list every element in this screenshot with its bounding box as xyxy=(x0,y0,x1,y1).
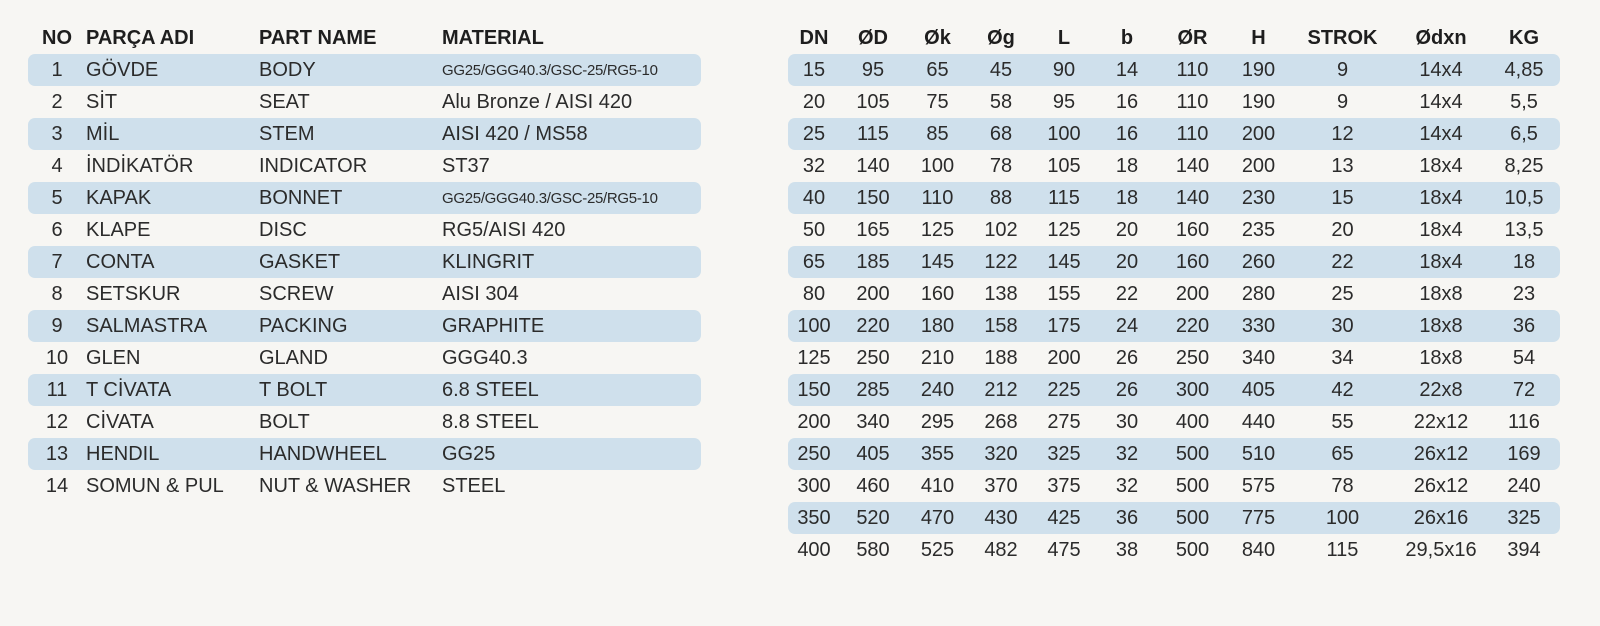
dimensions-row xyxy=(788,214,1560,246)
parts-cell-no: 5 xyxy=(28,182,86,214)
parts-cell-material: STEEL xyxy=(442,474,506,497)
header-part-name: PART NAME xyxy=(259,26,377,49)
parts-row xyxy=(28,118,701,150)
parts-row xyxy=(28,214,701,246)
parts-cell-no: 2 xyxy=(51,90,63,113)
parts-cell-material: AISI 420 / MS58 xyxy=(442,118,701,150)
dimensions-cell: 55 xyxy=(1331,410,1354,433)
dimensions-cell: 78 xyxy=(1331,474,1354,497)
parts-row xyxy=(28,406,701,438)
dimensions-cell: 188 xyxy=(984,346,1018,369)
dimensions-cell: 220 xyxy=(840,310,906,342)
dimensions-cell: 100 xyxy=(1033,118,1095,150)
dimensions-header-cell: STROK xyxy=(1307,26,1378,49)
dimensions-row xyxy=(788,118,1560,150)
dimensions-cell: 65 xyxy=(1291,438,1394,470)
dimensions-cell: 275 xyxy=(1047,410,1081,433)
parts-cell-part-name: BONNET xyxy=(259,182,442,214)
dimensions-cell: 240 xyxy=(1507,474,1541,497)
dimensions-header-cell: DN xyxy=(799,26,829,49)
dimensions-cell: 110 xyxy=(1176,90,1209,113)
dimensions-cell: 115 xyxy=(1326,538,1359,561)
parts-cell-no: 6 xyxy=(51,218,63,241)
dimensions-row xyxy=(788,54,1560,86)
dimensions-cell: 100 xyxy=(920,154,955,177)
dimensions-cell: 22x12 xyxy=(1413,410,1469,433)
parts-cell-parca-adi: CİVATA xyxy=(86,410,154,433)
dimensions-header-cell: ØR xyxy=(1177,26,1208,49)
dimensions-cell: 18x4 xyxy=(1419,218,1463,241)
parts-cell-no: 8 xyxy=(51,282,63,305)
parts-cell-no: 7 xyxy=(28,246,86,278)
dimensions-cell: 400 xyxy=(1175,410,1210,433)
parts-row xyxy=(28,438,701,470)
dimensions-cell: 325 xyxy=(1033,438,1095,470)
dimensions-cell: 145 xyxy=(906,246,969,278)
dimensions-cell: 26x16 xyxy=(1394,502,1488,534)
dimensions-cell: 9 xyxy=(1336,90,1349,113)
dimensions-cell: 95 xyxy=(840,54,906,86)
dimensions-cell: 440 xyxy=(1241,410,1276,433)
dimensions-cell: 165 xyxy=(856,218,890,241)
dimensions-header-cell: H xyxy=(1251,26,1266,49)
dimensions-cell: 14x4 xyxy=(1394,54,1488,86)
dimensions-cell: 500 xyxy=(1159,438,1226,470)
dimensions-cell: 405 xyxy=(840,438,906,470)
dimensions-cell: 430 xyxy=(969,502,1033,534)
dimensions-row xyxy=(788,438,1560,470)
dimensions-cell: 32 xyxy=(1095,438,1159,470)
dimensions-cell: 16 xyxy=(1095,118,1159,150)
dimensions-cell: 38 xyxy=(1115,538,1139,561)
parts-cell-material: Alu Bronze / AISI 420 xyxy=(442,90,633,113)
dimensions-cell: 116 xyxy=(1508,410,1540,433)
parts-cell-part-name: SCREW xyxy=(259,282,334,305)
parts-cell-parca-adi: SİT xyxy=(86,90,118,113)
dimensions-cell: 13 xyxy=(1331,154,1354,177)
dimensions-cell: 482 xyxy=(984,538,1018,561)
parts-cell-part-name: HANDWHEEL xyxy=(259,438,442,470)
dimensions-cell: 22 xyxy=(1291,246,1394,278)
dimensions-cell: 240 xyxy=(906,374,969,406)
parts-cell-no: 1 xyxy=(28,54,86,86)
dimensions-cell: 26 xyxy=(1095,374,1159,406)
parts-header-row xyxy=(28,22,701,54)
dimensions-cell: 14 xyxy=(1095,54,1159,86)
dimensions-cell: 14x4 xyxy=(1394,118,1488,150)
dimensions-cell: 475 xyxy=(1047,538,1081,561)
dimensions-cell: 54 xyxy=(1512,346,1536,369)
parts-cell-no: 13 xyxy=(28,438,86,470)
dimensions-cell: 250 xyxy=(856,346,890,369)
dimensions-cell: 22 xyxy=(1115,282,1139,305)
dimensions-cell: 6,5 xyxy=(1488,118,1560,150)
parts-cell-material: RG5/AISI 420 xyxy=(442,218,566,241)
dimensions-header-cell: b xyxy=(1120,26,1134,49)
dimensions-header-row xyxy=(788,22,1560,54)
dimensions-cell: 500 xyxy=(1175,538,1210,561)
parts-cell-no: 12 xyxy=(45,410,69,433)
parts-cell-part-name: INDICATOR xyxy=(259,154,368,177)
parts-row xyxy=(28,310,701,342)
dimensions-cell: 65 xyxy=(906,54,969,86)
parts-cell-parca-adi: SALMASTRA xyxy=(86,310,259,342)
dimensions-header-cell: KG xyxy=(1509,26,1539,49)
dimensions-body xyxy=(788,54,1560,566)
dimensions-cell: 160 xyxy=(1175,218,1210,241)
parts-row xyxy=(28,54,701,86)
dimensions-cell: 140 xyxy=(1159,182,1226,214)
dimensions-cell: 185 xyxy=(840,246,906,278)
parts-list-table xyxy=(28,22,701,502)
dimensions-cell: 775 xyxy=(1226,502,1291,534)
dimensions-cell: 260 xyxy=(1226,246,1291,278)
dimensions-cell: 200 xyxy=(797,410,831,433)
dimensions-cell: 520 xyxy=(840,502,906,534)
dimensions-cell: 140 xyxy=(1175,154,1210,177)
dimensions-cell: 20 xyxy=(1095,246,1159,278)
dimensions-cell: 470 xyxy=(906,502,969,534)
dimensions-cell: 115 xyxy=(1033,182,1095,214)
dimensions-cell: 320 xyxy=(969,438,1033,470)
dimensions-cell: 40 xyxy=(788,182,840,214)
dimensions-cell: 425 xyxy=(1033,502,1095,534)
parts-cell-part-name: STEM xyxy=(259,118,442,150)
dimensions-cell: 150 xyxy=(788,374,840,406)
dimensions-cell: 500 xyxy=(1175,474,1210,497)
dimensions-cell: 36 xyxy=(1095,502,1159,534)
dimensions-cell: 50 xyxy=(802,218,826,241)
dimensions-cell: 212 xyxy=(969,374,1033,406)
dimensions-cell: 58 xyxy=(989,90,1013,113)
dimensions-cell: 20 xyxy=(1331,218,1354,241)
dimensions-cell: 18x4 xyxy=(1394,246,1488,278)
parts-cell-part-name: DISC xyxy=(259,218,307,241)
dimensions-header-cell: ØD xyxy=(858,26,888,49)
dimensions-cell: 410 xyxy=(920,474,955,497)
dimensions-cell: 105 xyxy=(856,90,890,113)
dimensions-cell: 355 xyxy=(906,438,969,470)
parts-cell-material: GGG40.3 xyxy=(442,346,528,369)
dimensions-cell: 8,25 xyxy=(1504,154,1544,177)
dimensions-header-cell: Ødxn xyxy=(1415,26,1467,49)
dimensions-cell: 225 xyxy=(1033,374,1095,406)
dimensions-row xyxy=(788,534,1560,566)
header-parca-adi: PARÇA ADI xyxy=(86,26,195,49)
dimensions-cell: 330 xyxy=(1226,310,1291,342)
parts-row xyxy=(28,86,701,118)
dimensions-cell: 300 xyxy=(1159,374,1226,406)
dimensions-cell: 32 xyxy=(1115,474,1139,497)
dimensions-row xyxy=(788,150,1560,182)
dimensions-cell: 280 xyxy=(1241,282,1276,305)
dimensions-cell: 340 xyxy=(856,410,890,433)
dimensions-cell: 510 xyxy=(1226,438,1291,470)
dimensions-cell: 394 xyxy=(1507,538,1541,561)
parts-cell-no: 11 xyxy=(28,374,86,406)
dimensions-cell: 125 xyxy=(920,218,955,241)
dimensions-cell: 95 xyxy=(1052,90,1076,113)
parts-cell-parca-adi: KLAPE xyxy=(86,218,151,241)
dimensions-cell: 150 xyxy=(840,182,906,214)
dimensions-cell: 24 xyxy=(1095,310,1159,342)
dimensions-cell: 370 xyxy=(984,474,1018,497)
dimensions-cell: 125 xyxy=(797,346,831,369)
dimensions-cell: 405 xyxy=(1226,374,1291,406)
parts-cell-parca-adi: İNDİKATÖR xyxy=(86,154,194,177)
header-material: MATERIAL xyxy=(442,26,544,49)
dimensions-cell: 18 xyxy=(1115,154,1139,177)
dimensions-cell: 18x8 xyxy=(1419,282,1463,305)
dimensions-cell: 300 xyxy=(797,474,831,497)
dimensions-row xyxy=(788,406,1560,438)
parts-row xyxy=(28,182,701,214)
dimensions-header-cell: L xyxy=(1057,26,1071,49)
dimensions-cell: 575 xyxy=(1241,474,1276,497)
parts-cell-part-name: PACKING xyxy=(259,310,442,342)
dimensions-cell: 102 xyxy=(984,218,1018,241)
dimensions-header-cell: Øg xyxy=(987,26,1015,49)
dimensions-cell: 45 xyxy=(969,54,1033,86)
parts-cell-material: ST37 xyxy=(442,154,490,177)
parts-cell-parca-adi: CONTA xyxy=(86,246,259,278)
parts-cell-no: 9 xyxy=(28,310,86,342)
dimensions-cell: 9 xyxy=(1291,54,1394,86)
dimensions-cell: 29,5x16 xyxy=(1405,538,1477,561)
dimensions-cell: 65 xyxy=(788,246,840,278)
dimensions-cell: 325 xyxy=(1488,502,1560,534)
dimensions-cell: 100 xyxy=(1291,502,1394,534)
dimensions-table xyxy=(788,22,1560,566)
dimensions-row xyxy=(788,374,1560,406)
dimensions-cell: 160 xyxy=(920,282,955,305)
dimensions-cell: 180 xyxy=(906,310,969,342)
dimensions-cell: 72 xyxy=(1488,374,1560,406)
dimensions-cell: 25 xyxy=(1331,282,1354,305)
parts-cell-part-name: BODY xyxy=(259,54,442,86)
dimensions-cell: 90 xyxy=(1033,54,1095,86)
dimensions-cell: 250 xyxy=(1175,346,1210,369)
dimensions-cell: 18 xyxy=(1095,182,1159,214)
dimensions-cell: 210 xyxy=(920,346,955,369)
dimensions-cell: 110 xyxy=(1159,118,1226,150)
dimensions-cell: 30 xyxy=(1291,310,1394,342)
dimensions-cell: 32 xyxy=(802,154,826,177)
dimensions-cell: 295 xyxy=(920,410,955,433)
dimensions-cell: 22x8 xyxy=(1394,374,1488,406)
dimensions-cell: 460 xyxy=(856,474,890,497)
dimensions-row xyxy=(788,182,1560,214)
dimensions-row xyxy=(788,502,1560,534)
dimensions-cell: 400 xyxy=(797,538,831,561)
parts-cell-part-name: GLAND xyxy=(259,346,328,369)
parts-cell-material: KLINGRIT xyxy=(442,246,701,278)
dimensions-cell: 5,5 xyxy=(1510,90,1538,113)
dimensions-row xyxy=(788,278,1560,310)
dimensions-cell: 15 xyxy=(788,54,840,86)
dimensions-cell: 100 xyxy=(788,310,840,342)
dimensions-cell: 110 xyxy=(1159,54,1226,86)
dimensions-cell: 200 xyxy=(856,282,890,305)
dimensions-cell: 20 xyxy=(1115,218,1139,241)
dimensions-cell: 10,5 xyxy=(1488,182,1560,214)
dimensions-cell: 200 xyxy=(1226,118,1291,150)
dimensions-cell: 169 xyxy=(1488,438,1560,470)
parts-row xyxy=(28,374,701,406)
dimensions-cell: 122 xyxy=(969,246,1033,278)
dimensions-cell: 350 xyxy=(788,502,840,534)
dimensions-row xyxy=(788,342,1560,374)
dimensions-cell: 190 xyxy=(1226,54,1291,86)
parts-cell-material: GRAPHITE xyxy=(442,310,701,342)
dimensions-cell: 268 xyxy=(984,410,1018,433)
dimensions-cell: 14x4 xyxy=(1419,90,1463,113)
dimensions-cell: 235 xyxy=(1241,218,1276,241)
dimensions-cell: 500 xyxy=(1159,502,1226,534)
parts-cell-parca-adi: HENDIL xyxy=(86,438,259,470)
dimensions-cell: 80 xyxy=(802,282,826,305)
dimensions-cell: 230 xyxy=(1226,182,1291,214)
dimensions-cell: 30 xyxy=(1115,410,1139,433)
dimensions-cell: 34 xyxy=(1331,346,1354,369)
parts-body xyxy=(28,54,701,502)
parts-cell-part-name: T BOLT xyxy=(259,374,442,406)
parts-cell-parca-adi: GÖVDE xyxy=(86,54,259,86)
parts-cell-material: 6.8 STEEL xyxy=(442,374,701,406)
dimensions-cell: 155 xyxy=(1047,282,1081,305)
dimensions-cell: 190 xyxy=(1241,90,1276,113)
dimensions-cell: 18x4 xyxy=(1419,154,1463,177)
dimensions-cell: 15 xyxy=(1291,182,1394,214)
parts-cell-parca-adi: MİL xyxy=(86,118,259,150)
parts-row xyxy=(28,342,701,374)
dimensions-cell: 115 xyxy=(840,118,906,150)
dimensions-cell: 12 xyxy=(1291,118,1394,150)
parts-cell-part-name: GASKET xyxy=(259,246,442,278)
dimensions-cell: 340 xyxy=(1241,346,1276,369)
dimensions-cell: 68 xyxy=(969,118,1033,150)
dimensions-cell: 580 xyxy=(856,538,890,561)
parts-cell-part-name: SEAT xyxy=(259,90,310,113)
parts-cell-material: GG25/GGG40.3/GSC-25/RG5-10 xyxy=(442,182,701,214)
dimensions-cell: 36 xyxy=(1488,310,1560,342)
dimensions-cell: 4,85 xyxy=(1488,54,1560,86)
dimensions-cell: 13,5 xyxy=(1504,218,1544,241)
dimensions-cell: 220 xyxy=(1159,310,1226,342)
dimensions-cell: 18x4 xyxy=(1394,182,1488,214)
parts-cell-parca-adi: SETSKUR xyxy=(86,282,181,305)
parts-row xyxy=(28,150,701,182)
dimensions-cell: 20 xyxy=(802,90,826,113)
parts-row xyxy=(28,246,701,278)
dimensions-cell: 145 xyxy=(1033,246,1095,278)
dimensions-cell: 26 xyxy=(1115,346,1139,369)
parts-row xyxy=(28,278,701,310)
parts-cell-no: 3 xyxy=(28,118,86,150)
parts-cell-no: 4 xyxy=(51,154,63,177)
dimensions-cell: 42 xyxy=(1291,374,1394,406)
parts-cell-parca-adi: T CİVATA xyxy=(86,374,259,406)
parts-row xyxy=(28,470,701,502)
dimensions-cell: 525 xyxy=(920,538,955,561)
dimensions-cell: 23 xyxy=(1512,282,1536,305)
header-no: NO xyxy=(42,26,72,49)
dimensions-cell: 840 xyxy=(1241,538,1276,561)
dimensions-cell: 250 xyxy=(788,438,840,470)
dimensions-cell: 200 xyxy=(1241,154,1276,177)
dimensions-cell: 285 xyxy=(840,374,906,406)
parts-cell-no: 10 xyxy=(45,346,69,369)
parts-cell-parca-adi: KAPAK xyxy=(86,182,259,214)
dimensions-cell: 200 xyxy=(1175,282,1210,305)
parts-cell-material: GG25/GGG40.3/GSC-25/RG5-10 xyxy=(442,54,701,86)
dimensions-cell: 138 xyxy=(984,282,1018,305)
dimensions-cell: 125 xyxy=(1047,218,1081,241)
parts-cell-material: 8.8 STEEL xyxy=(442,410,539,433)
dimensions-row xyxy=(788,310,1560,342)
parts-cell-no: 14 xyxy=(45,474,69,497)
parts-cell-material: AISI 304 xyxy=(442,282,519,305)
dimensions-cell: 175 xyxy=(1033,310,1095,342)
dimensions-cell: 18 xyxy=(1488,246,1560,278)
parts-cell-parca-adi: GLEN xyxy=(86,346,141,369)
dimensions-cell: 78 xyxy=(989,154,1013,177)
dimensions-row xyxy=(788,246,1560,278)
dimensions-cell: 26x12 xyxy=(1394,438,1488,470)
parts-cell-parca-adi: SOMUN & PUL xyxy=(86,474,224,497)
dimensions-cell: 200 xyxy=(1047,346,1081,369)
dimensions-cell: 375 xyxy=(1047,474,1081,497)
parts-cell-part-name: NUT & WASHER xyxy=(259,474,412,497)
dimensions-cell: 25 xyxy=(788,118,840,150)
dimensions-cell: 88 xyxy=(969,182,1033,214)
parts-cell-material: GG25 xyxy=(442,438,701,470)
dimensions-cell: 110 xyxy=(906,182,969,214)
dimensions-cell: 26x12 xyxy=(1413,474,1469,497)
dimensions-row xyxy=(788,86,1560,118)
dimensions-cell: 158 xyxy=(969,310,1033,342)
dimensions-cell: 105 xyxy=(1047,154,1081,177)
dimensions-cell: 160 xyxy=(1159,246,1226,278)
dimensions-cell: 18x8 xyxy=(1394,310,1488,342)
dimensions-cell: 75 xyxy=(926,90,949,113)
dimensions-cell: 85 xyxy=(906,118,969,150)
parts-cell-part-name: BOLT xyxy=(259,410,310,433)
dimensions-header-cell: Øk xyxy=(924,26,951,49)
dimensions-cell: 16 xyxy=(1115,90,1139,113)
dimensions-cell: 140 xyxy=(856,154,890,177)
dimensions-row xyxy=(788,470,1560,502)
dimensions-cell: 18x8 xyxy=(1419,346,1463,369)
